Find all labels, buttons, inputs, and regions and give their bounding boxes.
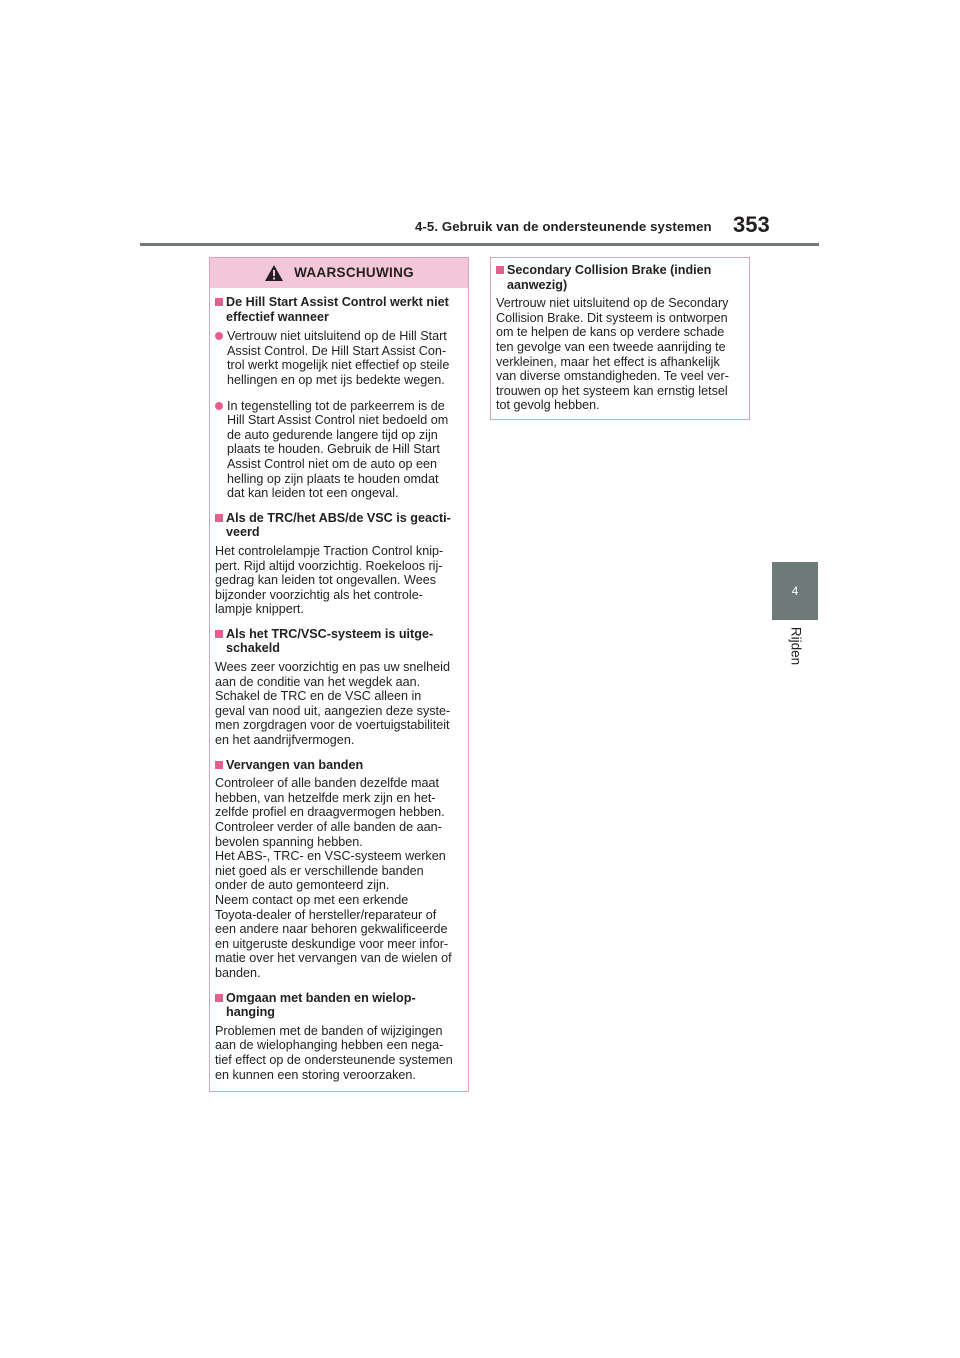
warning-header <box>210 258 468 288</box>
warning-section-hill-start <box>215 295 462 501</box>
secondary-collision-box <box>490 257 750 420</box>
section-text: Problemen met de banden of wijzigingen aan de wielophanging hebben een nega- tief effect op de ondersteunende systemen en kunnen een storing veroorzaken. <box>215 1023 453 1082</box>
header-divider <box>140 243 819 246</box>
section-text: Controleer of alle banden dezelfde maat hebben, van hetzelfde merk zijn en het- zelfde profiel en draagvermogen hebben. Controleer verder of alle banden de aan- bevolen spanning hebben. Het ABS-, TRC- en VSC-systeem werken niet goed als er verschillende banden onder de auto gemonteerd zijn. Neem contact op met een erkende Toyota-dealer of hersteller/reparateur of een andere naar behoren gekwalificeerde en uitgeruste deskundige voor meer infor- matie over het vervangen van de wielen of banden. <box>215 776 452 980</box>
section-heading: De Hill Start Assist Control werkt niet effectief wanneer <box>215 295 462 324</box>
round-bullet-icon <box>215 332 223 340</box>
section-heading: Als het TRC/VSC-systeem is uitge- schakeld <box>215 627 462 656</box>
section-heading: Omgaan met banden en wielop- hanging <box>215 991 462 1020</box>
section-heading: Secondary Collision Brake (indien aanwezig) <box>496 263 743 292</box>
round-bullet-icon <box>215 402 223 410</box>
chapter-tab: 4 <box>772 562 818 620</box>
warning-body <box>210 288 468 1082</box>
list-item: In tegenstelling tot de parkeerrem is de Hill Start Assist Control niet bedoeld om de auto gedurende langere tijd op zijn plaats te houden. Gebruik de Hill Start Assist Control niet om de auto op een helling op zijn plaats te houden omdat dat kan leiden tot een ongeval. <box>215 399 462 501</box>
section-text: Wees zeer voorzichtig en pas uw snelheid aan de conditie van het wegdek aan. Schakel de TRC en de VSC alleen in geval van nood uit, aangezien deze syste- men zorgdragen voor de voertuigstabiliteit en het aandrijfvermogen. <box>215 660 451 748</box>
square-bullet-icon <box>496 266 504 274</box>
section-title: 4-5. Gebruik van de ondersteunende systemen <box>415 219 712 234</box>
square-bullet-icon <box>215 630 223 638</box>
page-number: 353 <box>733 212 770 237</box>
square-bullet-icon <box>215 298 223 306</box>
square-bullet-icon <box>215 994 223 1002</box>
warning-title: WAARSCHUWING <box>294 264 414 280</box>
section-text: Het controlelampje Traction Control knip- pert. Rijd altijd voorzichtig. Roekeloos rij- gedrag kan leiden tot ongevallen. Wees bijzonder voorzichtig als het controle- lampje knippert. <box>215 543 444 617</box>
square-bullet-icon <box>215 761 223 769</box>
warning-section-trc-active <box>215 511 462 617</box>
section-text: Vertrouw niet uitsluitend op de Secondary Collision Brake. Dit systeem is ontworpen om te helpen de kans op verdere schade ten gevolge van een tweede aanrijding te verkleinen, maar het effect is afhankelijk van diverse omstandigheden. Te veel ver- trouwen op het systeem kan ernstig letsel tot gevolg hebben. <box>496 296 729 413</box>
warning-triangle-icon <box>264 264 284 282</box>
section-heading: Vervangen van banden <box>215 758 462 773</box>
warning-section-tires <box>215 758 462 981</box>
section-heading: Als de TRC/het ABS/de VSC is geacti- veerd <box>215 511 462 540</box>
warning-section-suspension <box>215 991 462 1083</box>
warning-box <box>209 257 469 1092</box>
list-item: Vertrouw niet uitsluitend op de Hill Start Assist Control. De Hill Start Assist Con- trol werkt mogelijk niet effectief op steile hellingen en op met ijs bedekte wegen. <box>215 329 462 387</box>
square-bullet-icon <box>215 514 223 522</box>
warning-section-trc-off <box>215 627 462 748</box>
chapter-label: Rijden <box>788 626 804 666</box>
